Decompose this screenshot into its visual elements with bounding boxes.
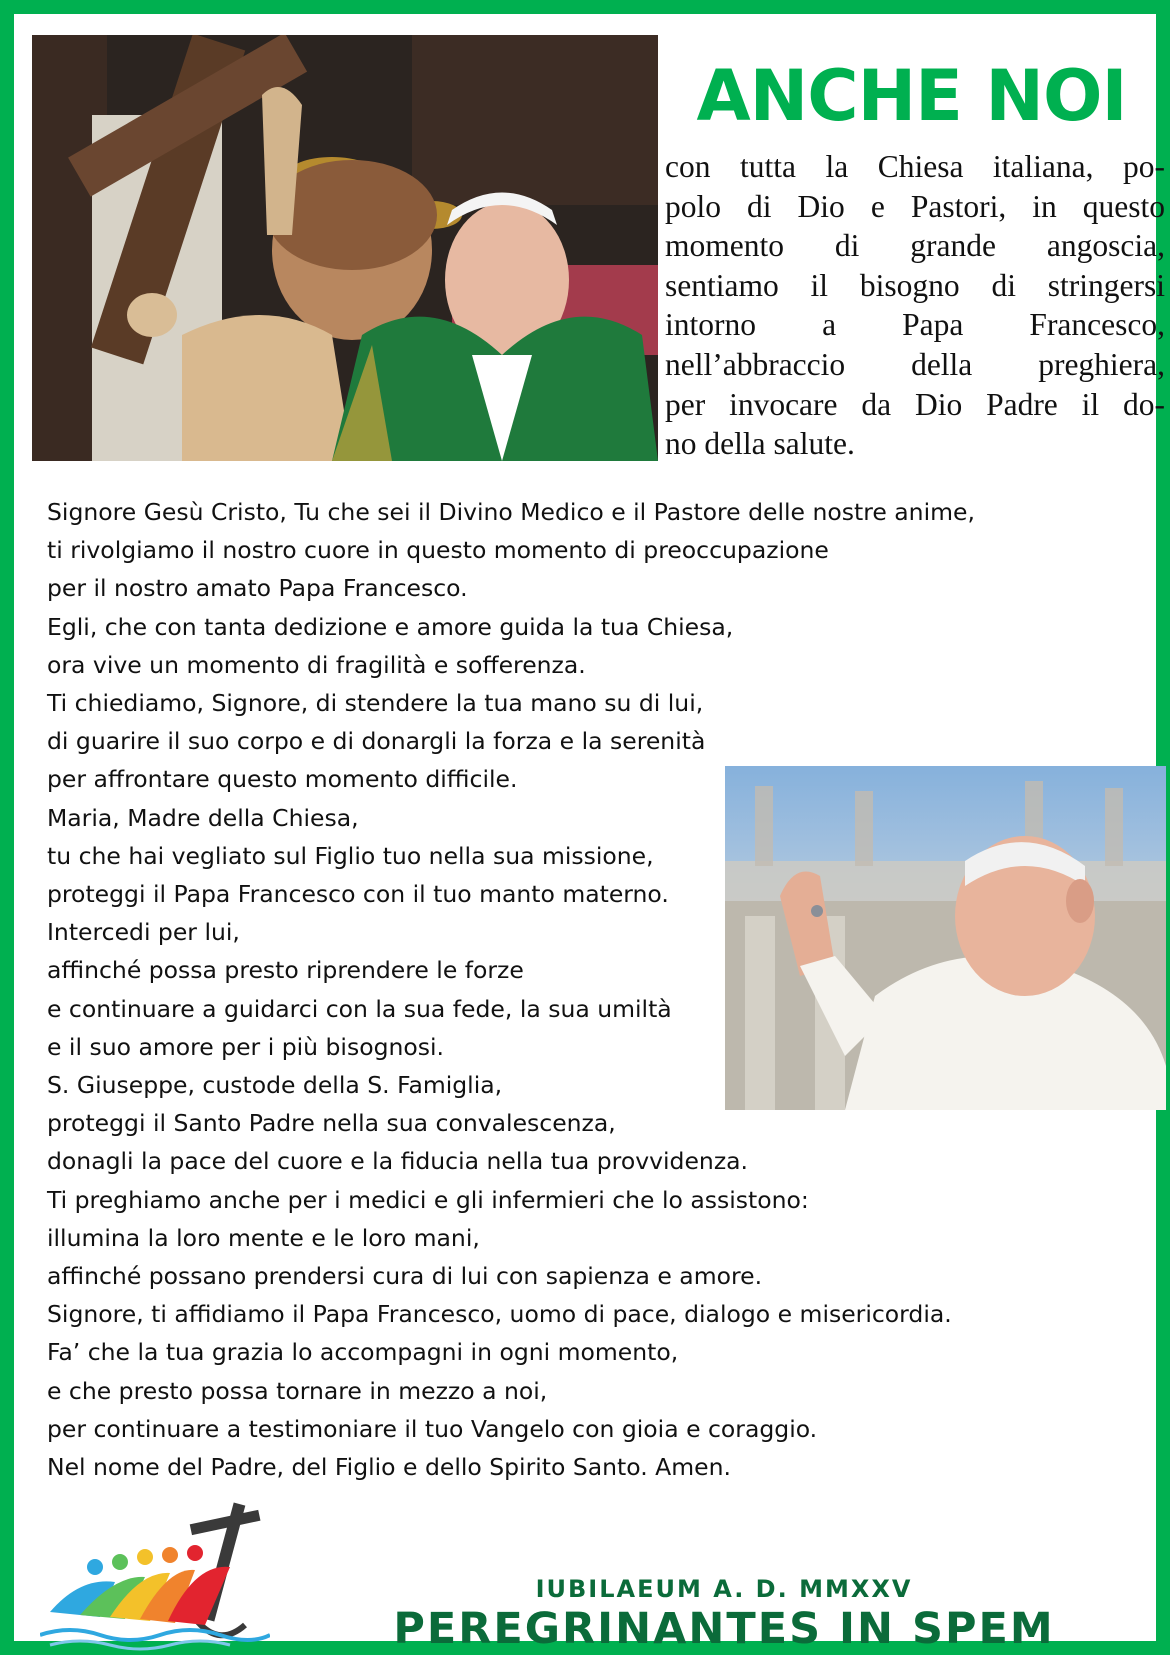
prayer-line: Ti chiediamo, Signore, di stendere la tua mano su di lui, <box>47 689 704 718</box>
prayer-line: e continuare a guidarci con la sua fede, la sua umiltà <box>47 994 672 1023</box>
prayer-line: donagli la pace del cuore e la fiducia nella tua provvidenza. <box>47 1147 749 1176</box>
jubilee-2025-logo-icon <box>40 1497 270 1655</box>
prayer-line: di guarire il suo corpo e di donargli la forza e la serenità <box>47 727 706 756</box>
intro-line: no della salute. <box>665 426 855 462</box>
jubilee-motto: PEREGRINANTES IN SPEM <box>393 1604 1055 1654</box>
prayer-line: Ti preghiamo anche per i medici e gli infermieri che lo assistono: <box>47 1185 809 1214</box>
intro-line: con tutta la Chiesa italiana, po- <box>665 149 1165 184</box>
prayer-line: per affrontare questo momento difficile. <box>47 765 518 794</box>
jubilee-logo <box>40 1497 270 1655</box>
prayer-line: e che presto possa tornare in mezzo a noi, <box>47 1376 548 1405</box>
pope-waving-photo <box>725 766 1166 1110</box>
intro-line: per invocare da Dio Padre il do- <box>665 386 1165 422</box>
prayer-line: Fa’ che la tua grazia lo accompagni in ogni momento, <box>47 1338 679 1367</box>
crucifix-and-pope-photo <box>32 35 658 461</box>
prayer-line: proteggi il Papa Francesco con il tuo manto materno. <box>47 880 669 909</box>
prayer-line: per continuare a testimoniare il tuo Vangelo con gioia e coraggio. <box>47 1414 818 1443</box>
prayer-line: Nel nome del Padre, del Figlio e dello Spirito Santo. Amen. <box>47 1453 731 1482</box>
jubilee-year-label: IUBILAEUM A. D. MMXXV <box>535 1575 913 1603</box>
intro-line: intorno a Papa Francesco, <box>665 307 1165 343</box>
prayer-line: affinché possano prendersi cura di lui con sapienza e amore. <box>47 1262 763 1291</box>
pope-waving-illustration <box>725 766 1166 1110</box>
prayer-line: ti rivolgiamo il nostro cuore in questo momento di preoccupazione <box>47 536 829 565</box>
headline: ANCHE NOI <box>696 55 1127 137</box>
prayer-line: Intercedi per lui, <box>47 918 240 947</box>
prayer-line: e il suo amore per i più bisognosi. <box>47 1032 444 1061</box>
intro-line: sentiamo il bisogno di stringersi <box>665 267 1165 303</box>
intro-line: nell’abbraccio della preghiera, <box>665 346 1165 382</box>
crucifix-and-pope-illustration <box>32 35 658 461</box>
prayer-line: per il nostro amato Papa Francesco. <box>47 574 468 603</box>
prayer-line: Egli, che con tanta dedizione e amore guida la tua Chiesa, <box>47 612 734 641</box>
prayer-line: proteggi il Santo Padre nella sua convalescenza, <box>47 1109 616 1138</box>
intro-line: polo di Dio e Pastori, in questo <box>665 188 1165 224</box>
intro-line: momento di grande angoscia, <box>665 228 1165 264</box>
prayer-line: Signore Gesù Cristo, Tu che sei il Divino Medico e il Pastore delle nostre anime, <box>47 498 975 526</box>
prayer-line: Signore, ti affidiamo il Papa Francesco, uomo di pace, dialogo e misericordia. <box>47 1300 952 1329</box>
intro-paragraph <box>665 147 1165 464</box>
prayer-line: tu che hai vegliato sul Figlio tuo nella sua missione, <box>47 841 654 870</box>
prayer-line: affinché possa presto riprendere le forze <box>47 956 524 985</box>
prayer-line: ora vive un momento di fragilità e sofferenza. <box>47 650 586 679</box>
prayer-line: Maria, Madre della Chiesa, <box>47 803 359 832</box>
prayer-line: illumina la loro mente e le loro mani, <box>47 1223 480 1252</box>
prayer-line: S. Giuseppe, custode della S. Famiglia, <box>47 1071 503 1100</box>
